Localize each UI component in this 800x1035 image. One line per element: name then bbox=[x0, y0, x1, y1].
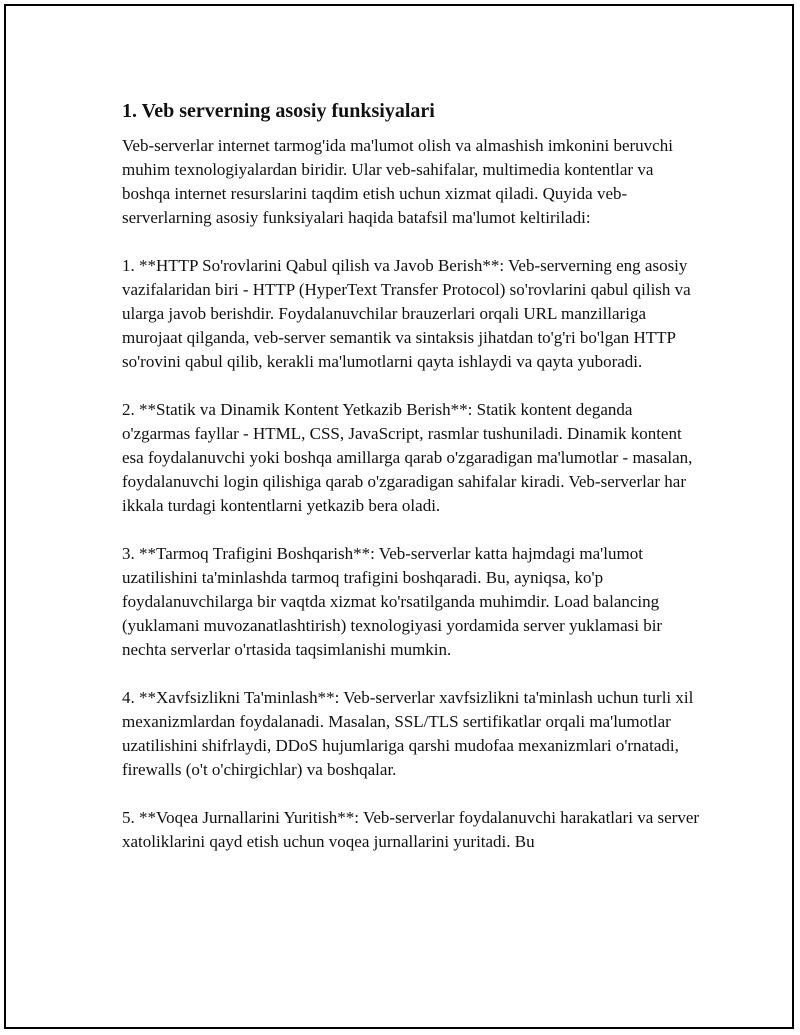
paragraph-http-requests: 1. **HTTP So'rovlarini Qabul qilish va Javob Berish**: Veb-serverning eng asosiy vazifalaridan biri - HTTP (HyperText Transfer Protocol) so'rovlarini qabul qilish va ularga javob berishdir. Foydalanuvchilar brauzerlari orqali URL manzillariga murojaat qilganda, veb-server semantik va sintaksis jihatdan to'g'ri bo'lgan HTTP so'rovini qabul qilib, kerakli ma'lumotlarni qayta ishlaydi va qayta yuboradi. bbox=[122, 256, 695, 371]
paragraph-event-logs: 5. **Voqea Jurnallarini Yuritish**: Veb-serverlar foydalanuvchi harakatlari va server xatoliklarini qayd etish uchun voqea jurnallarini yuritadi. Bu bbox=[122, 808, 704, 851]
paragraph-security: 4. **Xavfsizlikni Ta'minlash**: Veb-serverlar xavfsizlikni ta'minlash uchun turli xil mexanizmlardan foydalanadi. Masalan, SSL/TLS sertifikatlar orqali ma'lumotlar uzatilishini shifrlaydi, DDoS hujumlariga qarshi mudofaa mexanizmlari o'rnatadi, firewalls (o't o'chirgichlar) va boshqalar. bbox=[122, 688, 698, 779]
page-frame bbox=[4, 4, 794, 1029]
document-title: 1. Veb serverning asosiy funksiyalari bbox=[122, 100, 435, 122]
paragraph-static-dynamic-content: 2. **Statik va Dinamik Kontent Yetkazib Berish**: Statik kontent deganda o'zgarmas fayllar - HTML, CSS, JavaScript, rasmlar tushuniladi. Dinamik kontent esa foydalanuvchi yoki boshqa amillarga qarab o'zgaradigan ma'lumotlar - masalan, foydalanuvchi login qilishiga qarab o'zgaradigan sahifalar kiradi. Veb-serverlar har ikkala turdagi kontentlarni yetkazib bera oladi. bbox=[122, 400, 697, 515]
intro-paragraph: Veb-serverlar internet tarmog'ida ma'lumot olish va almashish imkonini beruvchi muhim texnologiyalardan biridir. Ular veb-sahifalar, multimedia kontentlar va boshqa internet resurslarini taqdim etish uchun xizmat qiladi. Quyida veb-serverlarning asosiy funksiyalari haqida batafsil ma'lumot keltiriladi: bbox=[122, 136, 678, 227]
paragraph-traffic-management: 3. **Tarmoq Trafigini Boshqarish**: Veb-serverlar katta hajmdagi ma'lumot uzatilishini ta'minlashda tarmoq trafigini boshqaradi. Bu, ayniqsa, ko'p foydalanuvchilarga bir vaqtda xizmat ko'rsatilganda muhimdir. Load balancing (yuklamani muvozanatlashtirish) texnologiyasi yordamida server yuklamasi bir nechta serverlar o'rtasida taqsimlanishi mumkin. bbox=[122, 544, 667, 659]
document-body bbox=[122, 98, 702, 878]
